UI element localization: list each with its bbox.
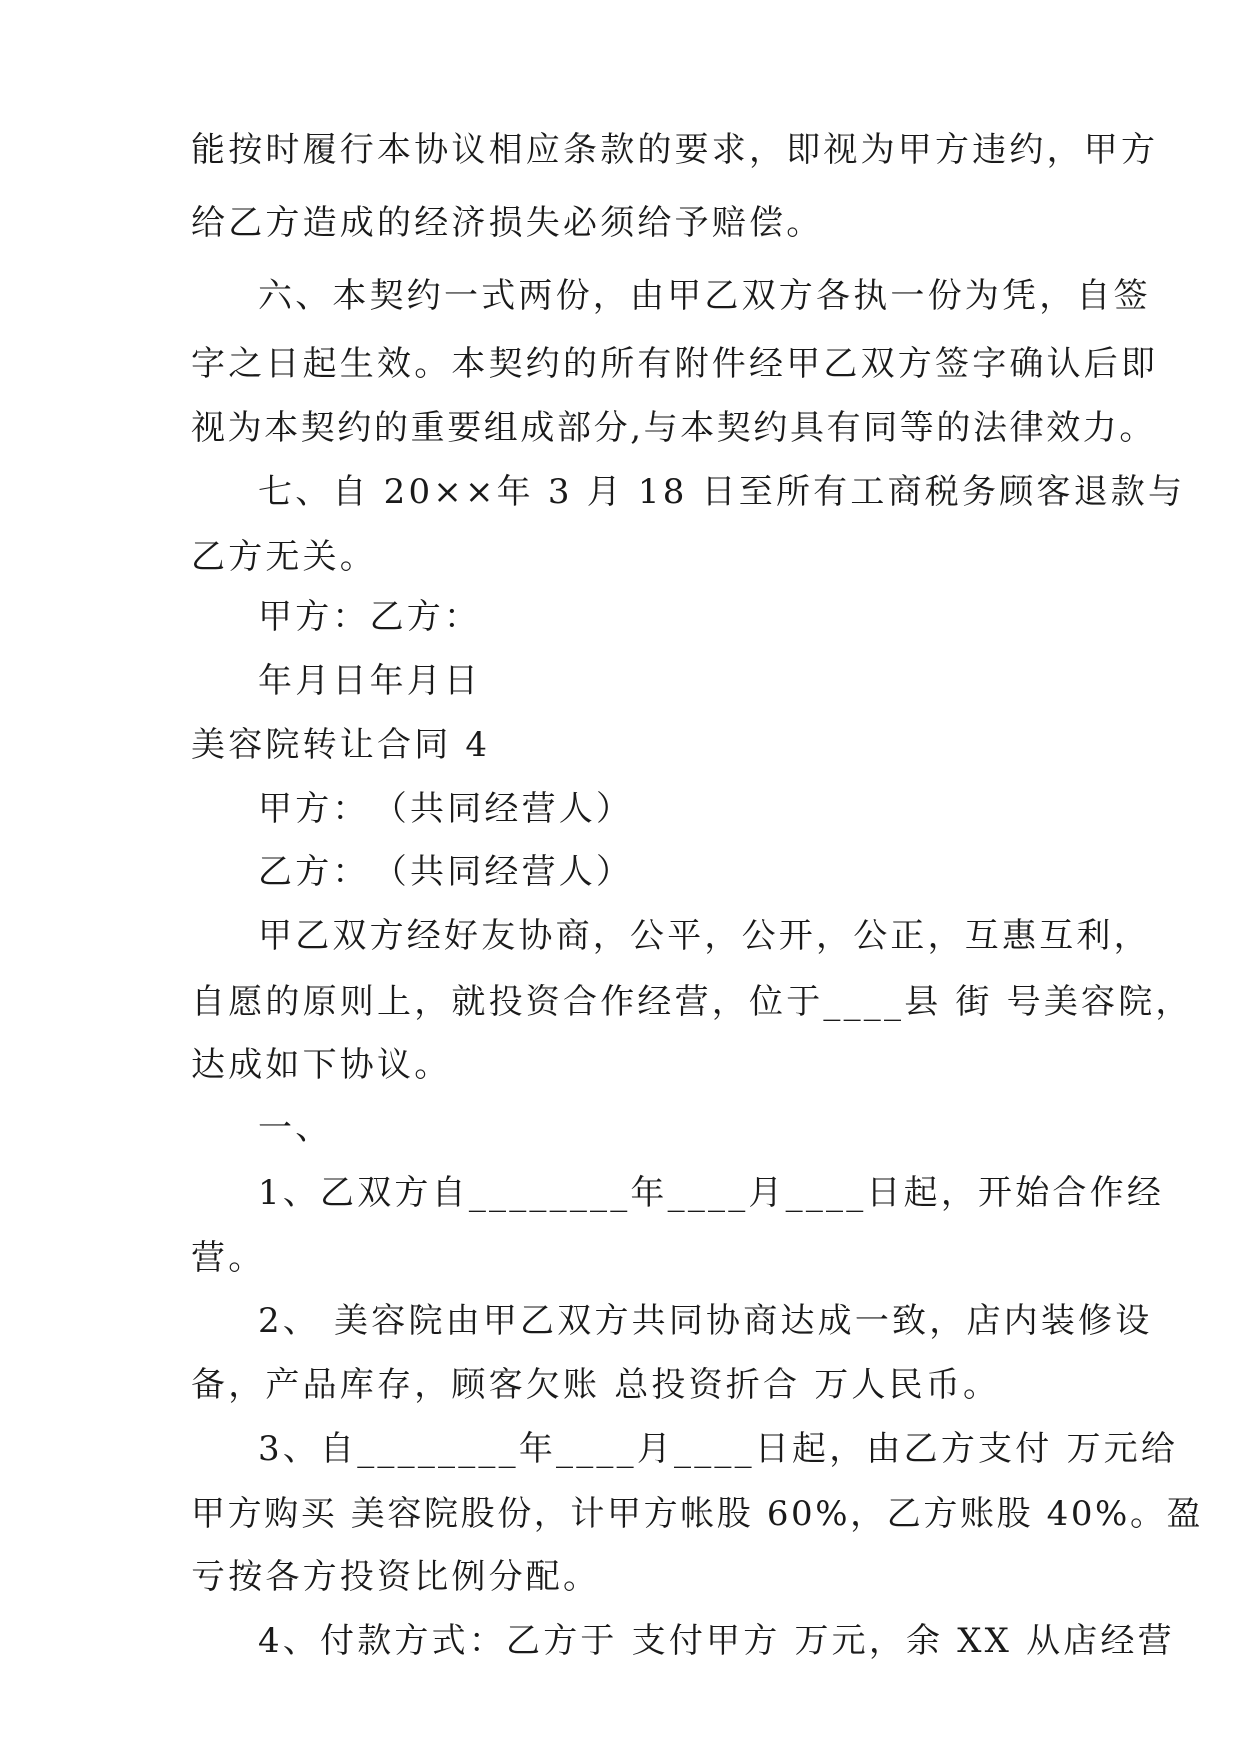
text-line: 甲方购买 美容院股份，计甲方帐股 60%，乙方账股 40%。盈 [191, 1494, 1204, 1534]
section-one-heading: 一、 [258, 1108, 333, 1148]
text-line: 备，产品库存，顾客欠账 总投资折合 万人民币。 [191, 1365, 1001, 1405]
text-line: 给乙方造成的经济损失必须给予赔偿。 [191, 203, 824, 243]
item-three-line: 3、自________年____月____日起，由乙方支付 万元给 [258, 1429, 1179, 1469]
text-line: 亏按各方投资比例分配。 [191, 1557, 601, 1597]
item-two-line: 2、 美容院由甲乙双方共同协商达成一致，店内装修设 [258, 1301, 1153, 1341]
signature-date-line: 年月日年月日 [258, 661, 482, 701]
contract-title: 美容院转让合同 4 [191, 725, 491, 765]
text-line: 视为本契约的重要组成部分,与本契约具有同等的法律效力。 [191, 408, 1157, 448]
item-four-line: 4、付款方式：乙方于 支付甲方 万元，余 XX 从店经营 [258, 1621, 1175, 1661]
text-line: 达成如下协议。 [191, 1045, 452, 1085]
text-line: 乙方无关。 [191, 537, 377, 577]
clause-seven-line: 七、自 20××年 3 月 18 日至所有工商税务顾客退款与 [258, 472, 1186, 512]
text-line: 自愿的原则上，就投资合作经营，位于____县 街 号美容院， [191, 982, 1193, 1022]
party-a-line: 甲方： （共同经营人） [258, 789, 634, 829]
preamble-line: 甲乙双方经好友协商，公平，公开，公正，互惠互利， [258, 916, 1151, 956]
text-line: 能按时履行本协议相应条款的要求，即视为甲方违约，甲方 [191, 130, 1159, 170]
party-b-line: 乙方： （共同经营人） [258, 852, 634, 892]
text-line: 字之日起生效。本契约的所有附件经甲乙双方签字确认后即 [191, 344, 1159, 384]
text-line: 营。 [191, 1238, 266, 1278]
item-one-line: 1、乙双方自________年____月____日起，开始合作经 [258, 1173, 1165, 1213]
clause-six-line: 六、本契约一式两份，由甲乙双方各执一份为凭，自签 [258, 276, 1151, 316]
signature-parties-line: 甲方：乙方： [258, 597, 482, 637]
